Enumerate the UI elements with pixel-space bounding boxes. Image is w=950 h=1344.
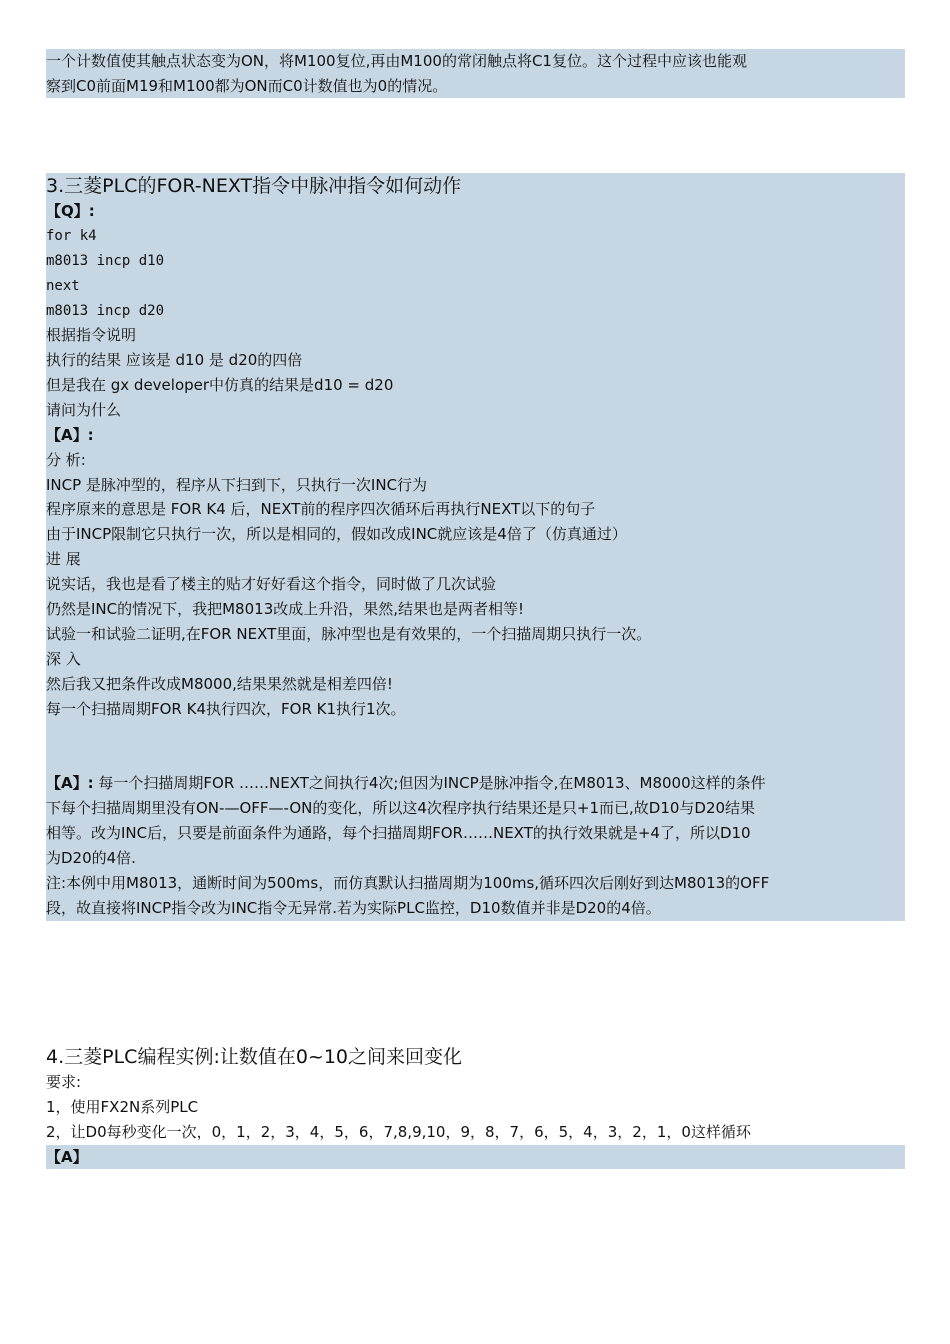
a-line-8: 试验一和试验二证明,在FOR NEXT里面，脉冲型也是有效果的，一个扫描周期只执行一次。 [46, 625, 652, 643]
section4-a-label: 【A】 [46, 1148, 88, 1166]
section4-title: 4.三菱PLC编程实例:让数值在0~10之间来回变化 [46, 1046, 463, 1068]
q-line-4: m8013 incp d20 [46, 303, 165, 319]
a-line-11: 每一个扫描周期FOR K4执行四次，FOR K1执行1次。 [46, 700, 406, 718]
a-line-10: 然后我又把条件改成M8000,结果果然就是相差四倍! [46, 675, 393, 693]
a-line-3: 程序原来的意思是 FOR K4 后，NEXT前的程序四次循环后再执行NEXT以下的句子 [46, 500, 596, 518]
q-line-2: m8013 incp d10 [46, 253, 165, 269]
a-line-7: 仍然是INC的情况下，我把M8013改成上升沿，果然,结果也是两者相等! [46, 600, 525, 618]
a-line-9: 深 入 [46, 650, 81, 668]
q-line-1: for k4 [46, 228, 97, 244]
a-line-1: 分 析: [46, 451, 86, 469]
a2-line-6: 段，故直接将INCP指令改为INC指令无异常.若为实际PLC监控，D10数值并非是D20的4倍。 [46, 899, 661, 917]
section4-a-highlight [46, 1145, 905, 1169]
q-line-7: 但是我在 gx developer中仿真的结果是d10 = d20 [46, 376, 394, 394]
a2-line-1-text: 每一个扫描周期FOR ……NEXT之间执行4次;但因为INCP是脉冲指令,在M8013、M8000这样的条件 [93, 774, 766, 792]
s4-line-2: 1，使用FX2N系列PLC [46, 1098, 199, 1116]
section3-a2-label: 【A】: [46, 774, 94, 792]
a2-line-5: 注:本例中用M8013，通断时间为500ms，而仿真默认扫描周期为100ms,循环四次后刚好到达M8013的OFF [46, 874, 770, 892]
a-line-2: INCP 是脉冲型的，程序从下扫到下，只执行一次INC行为 [46, 476, 428, 494]
a2-line-2: 下每个扫描周期里没有ON-—OFF—-ON的变化，所以这4次程序执行结果还是只+1而已,故D10与D20结果 [46, 799, 756, 817]
a-line-4: 由于INCP限制它只执行一次，所以是相同的，假如改成INC就应该是4倍了（仿真通过） [46, 525, 627, 543]
a-line-6: 说实话，我也是看了楼主的贴才好好看这个指令，同时做了几次试验 [46, 575, 497, 593]
a-line-5: 进 展 [46, 550, 81, 568]
section3-a-label: 【A】: [46, 426, 94, 444]
s4-line-3: 2，让D0每秒变化一次，0，1，2，3，4，5，6，7,8,9,10，9，8，7，6，5，4，3，2，1，0这样循环 [46, 1123, 751, 1141]
q-line-3: next [46, 278, 80, 294]
section3-q-label: 【Q】: [46, 202, 95, 220]
section3-title: 3.三菱PLC的FOR-NEXT指令中脉冲指令如何动作 [46, 175, 462, 197]
q-line-5: 根据指令说明 [46, 326, 137, 344]
a2-line-3: 相等。改为INC后，只要是前面条件为通路，每个扫描周期FOR……NEXT的执行效果就是+4了，所以D10 [46, 824, 751, 842]
a2-line-4: 为D20的4倍. [46, 849, 136, 867]
q-line-6: 执行的结果 应该是 d10 是 d20的四倍 [46, 351, 303, 369]
a2-line-1 [46, 771, 766, 795]
q-line-8: 请问为什么 [46, 401, 122, 419]
intro-line-2: 察到C0前面M19和M100都为ON而C0计数值也为0的情况。 [46, 77, 448, 95]
intro-line-1: 一个计数值使其触点状态变为ON，将M100复位,再由M100的常闭触点将C1复位。这个过程中应该也能观 [46, 52, 747, 70]
s4-line-1: 要求: [46, 1073, 82, 1091]
